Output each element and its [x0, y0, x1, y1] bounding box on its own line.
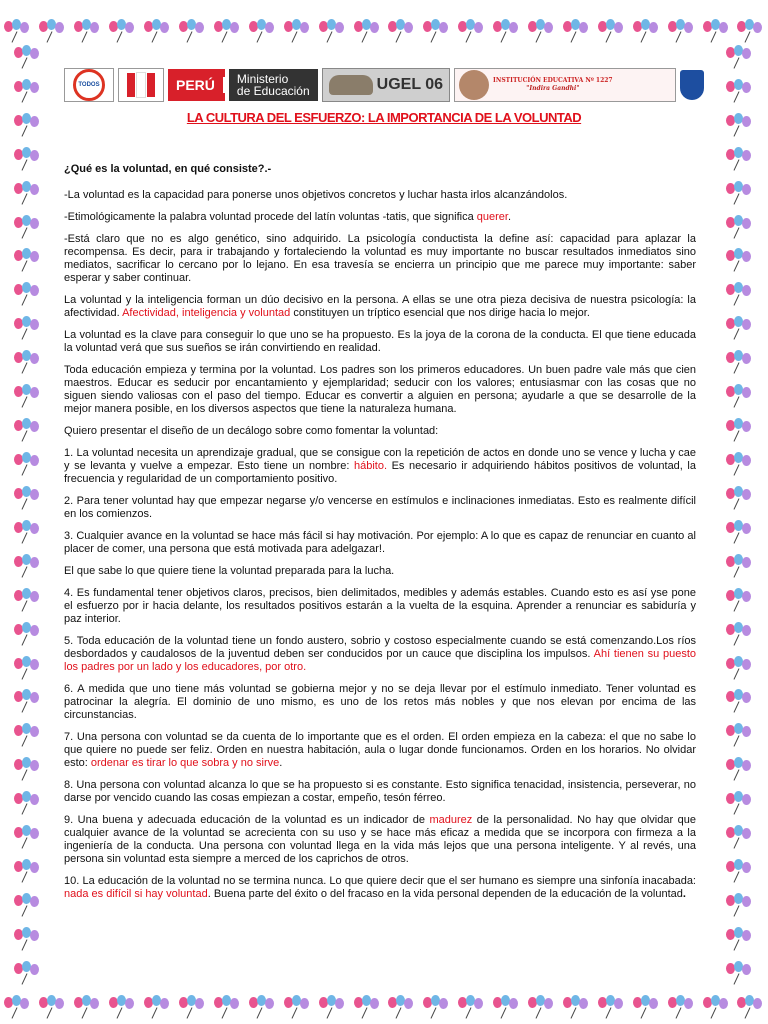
text: 7. Una persona con voluntad se da cuenta de lo importante que es el orden. El orden empieza en la cabeza: el que no sabe lo que quiere no puede ser feliz. Orden en nuestra habitación, aula o lugar donde funcionamos. Orden en los horarios. No olvidar esto: — [64, 731, 696, 769]
balloon-icon — [724, 554, 754, 578]
text: La voluntad y la inteligencia forman un dúo decisivo en la persona. A ellas se une otra pieza decisiva de nuestra psicología: la afectividad. — [64, 294, 696, 319]
balloon-icon — [142, 995, 172, 1019]
balloon-icon — [12, 282, 42, 306]
paragraph: -La voluntad es la capacidad para ponerse unos objetivos concretos y luchar hasta irlos alcanzándolos. — [64, 189, 568, 201]
todos-logo-icon — [64, 68, 114, 102]
balloon-icon — [12, 215, 42, 239]
balloon-icon — [12, 79, 42, 103]
balloon-icon — [12, 588, 42, 612]
paragraph: 4. Es fundamental tener objetivos claros, precisos, bien delimitados, medibles y además estables. Cuando esto es así yse pone el esfuerzo por ir hacia delante, los resultados positivos estarán a la vuelta de la esquina. Aprender a renunciar es sabiduría y paz interior. — [64, 587, 696, 625]
peru-label: PERÚ — [168, 77, 225, 93]
balloon-icon — [2, 995, 32, 1019]
document-title: LA CULTURA DEL ESFUERZO: LA IMPORTANCIA DE LA VOLUNTAD — [186, 110, 582, 125]
text: . — [682, 888, 686, 900]
balloon-icon — [701, 995, 731, 1019]
highlight-text: Ahí tienen su puesto los padres por un lado y los educadores, por otro. — [64, 648, 696, 673]
balloon-icon — [666, 19, 696, 43]
balloon-icon — [352, 19, 382, 43]
text: 1. La voluntad necesita un aprendizaje gradual, que se consigue con la repetición de actos en donde uno se vence y lucha y cae y se levanta y vuelve a empezar. Esto tiene un nombre: — [64, 447, 696, 472]
balloon-border-bottom — [0, 990, 768, 1024]
paragraph — [64, 731, 696, 770]
balloon-icon — [247, 19, 277, 43]
peru-shield-icon — [118, 68, 164, 102]
text: . Buena parte del éxito o del fracaso en la vida personal dependen de la educación de la voluntad — [207, 888, 683, 900]
balloon-icon — [72, 995, 102, 1019]
balloon-icon — [724, 656, 754, 680]
balloon-icon — [317, 19, 347, 43]
balloon-icon — [724, 757, 754, 781]
balloon-icon — [724, 486, 754, 510]
ugel-logo — [322, 68, 450, 102]
balloon-icon — [724, 520, 754, 544]
balloon-icon — [37, 995, 67, 1019]
balloon-icon — [12, 927, 42, 951]
ugel-label: UGEL 06 — [376, 76, 444, 93]
balloon-icon — [12, 350, 42, 374]
paragraph: El que sabe lo que quiere tiene la voluntad preparada para la lucha. — [64, 565, 395, 577]
balloon-icon — [317, 995, 347, 1019]
balloon-icon — [107, 995, 137, 1019]
paragraph — [64, 294, 696, 320]
balloon-icon — [12, 859, 42, 883]
balloon-icon — [724, 418, 754, 442]
text: 10. La educación de la voluntad no se termina nunca. Lo que quiere decir que el ser humano es siempre una sinfonía inacabada: — [64, 875, 696, 887]
paragraph: -Está claro que no es algo genético, sino adquirido. La psicología conductista la define así: capacidad para aplazar la recompensa. Es decir, para ir trabajando y fortaleciendo la voluntad es muy importante no buscar resultados inmediatos sino mediatos, sacrificar lo cercano por lo lejano. En esa travesía se encierra un principio que me parece muy importante: saber esperar y saber continuar. — [64, 233, 696, 284]
balloon-icon — [724, 113, 754, 137]
balloon-icon — [724, 248, 754, 272]
institution-name: "Indira Gandhi" — [526, 85, 580, 92]
balloon-icon — [142, 19, 172, 43]
balloon-icon — [12, 656, 42, 680]
balloon-icon — [724, 79, 754, 103]
balloon-icon — [282, 19, 312, 43]
balloon-icon — [724, 622, 754, 646]
balloon-icon — [561, 995, 591, 1019]
balloon-icon — [724, 588, 754, 612]
balloon-icon — [12, 113, 42, 137]
ministerio-line2: de Educación — [236, 84, 310, 98]
balloon-icon — [724, 689, 754, 713]
highlight-text: nada es difícil si hay voluntad — [64, 888, 208, 900]
portrait-icon — [459, 70, 489, 100]
balloon-icon — [12, 791, 42, 815]
balloon-icon — [724, 893, 754, 917]
balloon-icon — [724, 384, 754, 408]
text: . — [279, 757, 283, 769]
balloon-icon — [724, 350, 754, 374]
balloon-icon — [724, 215, 754, 239]
balloon-icon — [12, 893, 42, 917]
balloon-icon — [491, 995, 521, 1019]
balloon-icon — [724, 181, 754, 205]
balloon-icon — [72, 19, 102, 43]
ministerio-label — [229, 69, 318, 101]
balloon-icon — [421, 19, 451, 43]
ministerio-line1: Ministerio — [236, 72, 289, 86]
highlight-text: querer — [476, 211, 508, 223]
balloon-icon — [247, 995, 277, 1019]
paragraph — [64, 814, 696, 866]
balloon-icon — [12, 248, 42, 272]
paragraph: Quiero presentar el diseño de un decálogo sobre como fomentar la voluntad: — [64, 425, 439, 437]
balloon-icon — [12, 520, 42, 544]
balloon-icon — [12, 452, 42, 476]
paragraph — [64, 447, 696, 486]
text: . — [507, 211, 512, 223]
minedu-logo — [168, 69, 225, 101]
institution-logo — [454, 68, 676, 102]
balloon-icon — [12, 622, 42, 646]
balloon-icon — [456, 995, 486, 1019]
balloon-icon — [212, 995, 242, 1019]
balloon-icon — [724, 45, 754, 69]
balloon-icon — [421, 995, 451, 1019]
highlight-text: ordenar es tirar lo que sobra y no sirve — [90, 757, 280, 769]
balloon-icon — [724, 452, 754, 476]
balloon-border-right — [722, 40, 756, 990]
balloon-icon — [12, 418, 42, 442]
balloon-icon — [386, 19, 416, 43]
balloon-icon — [12, 757, 42, 781]
balloon-icon — [107, 19, 137, 43]
text: 5. Toda educación de la voluntad tiene un fondo austero, sobrio y costoso especialmente cuando se está comenzando.Los ríos desbordados y caudalosos de la juventud deben ser conducidos por un cauce que disciplina los impulsos. — [64, 635, 696, 660]
logo-banner — [64, 68, 704, 102]
balloon-icon — [352, 995, 382, 1019]
document-body — [64, 163, 696, 910]
paragraph: 2. Para tener voluntad hay que empezar negarse y/o vencerse en estímulos e inclinaciones inmediatas. Esto es realmente difícil en los comienzos. — [64, 495, 696, 520]
paragraph: 8. Una persona con voluntad alcanza lo que se ha propuesto si es constante. Esto significa tenacidad, insistencia, perseverar, no darse por vencido cuando las cosas empiezan a costar, empeño, tesón férreo. — [64, 779, 696, 804]
paragraph — [64, 875, 696, 901]
balloon-border-top — [0, 14, 768, 48]
paragraph — [64, 211, 696, 224]
paragraph: La voluntad es la clave para conseguir lo que uno se ha propuesto. Es la joya de la corona de la conducta. El que tiene educada la voluntad verá que sus sueños se irán convirtiendo en realidad. — [64, 329, 696, 354]
balloon-icon — [12, 961, 42, 985]
balloon-icon — [735, 995, 765, 1019]
balloon-icon — [724, 927, 754, 951]
balloon-icon — [491, 19, 521, 43]
todos-logo-text: TODOS — [78, 82, 100, 88]
text: 9. Una buena y adecuada educación de la voluntad es un indicador de — [64, 814, 430, 826]
balloon-icon — [12, 554, 42, 578]
text: constituyen un tríptico esencial que nos dirige hacia lo mejor. — [290, 307, 590, 319]
balloon-icon — [724, 316, 754, 340]
balloon-icon — [282, 995, 312, 1019]
balloon-icon — [12, 689, 42, 713]
paragraph: 3. Cualquier avance en la voluntad se hace más fácil si hay motivación. Por ejemplo: A lo que es capaz de renunciar en cuanto al placer de comer, una persona que está motivada para adelgazar!. — [64, 530, 696, 555]
highlight-text: madurez — [429, 814, 473, 826]
balloon-icon — [666, 995, 696, 1019]
balloon-icon — [12, 316, 42, 340]
balloon-icon — [724, 791, 754, 815]
balloon-icon — [526, 19, 556, 43]
balloon-icon — [596, 19, 626, 43]
balloon-icon — [724, 723, 754, 747]
balloon-icon — [631, 995, 661, 1019]
balloon-icon — [177, 19, 207, 43]
balloon-icon — [12, 181, 42, 205]
balloon-border-left — [10, 40, 44, 990]
balloon-icon — [386, 995, 416, 1019]
balloon-icon — [12, 486, 42, 510]
section-question: ¿Qué es la voluntad, en qué consiste?.- — [64, 163, 272, 175]
balloon-icon — [12, 384, 42, 408]
balloon-icon — [724, 147, 754, 171]
highlight-text: hábito. — [353, 460, 388, 472]
highlight-text: Afectividad, inteligencia y voluntad — [122, 307, 291, 319]
institution-label: INSTITUCIÓN EDUCATIVA Nº 1227 — [493, 77, 613, 84]
text: -Etimológicamente la palabra voluntad procede del latín voluntas -tatis, que significa — [64, 211, 477, 223]
balloon-icon — [526, 995, 556, 1019]
balloon-icon — [724, 825, 754, 849]
balloon-icon — [596, 995, 626, 1019]
balloon-icon — [456, 19, 486, 43]
balloon-icon — [12, 45, 42, 69]
text: Es necesario ir adquiriendo hábitos positivos de voluntad, la frecuencia y regularidad de un comportamiento positivo. — [64, 460, 696, 485]
balloon-icon — [212, 19, 242, 43]
school-crest-icon — [680, 70, 704, 100]
paragraph: 6. A medida que uno tiene más voluntad se gobierna mejor y no se deja llevar por el estímulo inmediato. Tener voluntad es patrocinar la alegría. El dominio de uno mismo, es uno de los retos más nobles y que nos elevan por encima de las circunstancias. — [64, 683, 696, 721]
balloon-icon — [724, 859, 754, 883]
paragraph — [64, 635, 696, 674]
balloon-icon — [724, 282, 754, 306]
balloon-icon — [724, 961, 754, 985]
balloon-icon — [12, 825, 42, 849]
balloon-icon — [12, 147, 42, 171]
hands-icon — [329, 75, 373, 95]
balloon-icon — [12, 723, 42, 747]
text: de la personalidad. No hay que olvidar que cualquier avance de la voluntad se acrecienta con su uso y se hace más eficaz a medida que se incorpora con firmeza a la ingeniería de la conducta. Una persona con voluntad llega en la vida más lejos que una persona inteligente. Y al revés, una persona sin voluntad esta siempre a merced de los caprichos de otros. — [64, 814, 697, 865]
balloon-icon — [561, 19, 591, 43]
balloon-icon — [177, 995, 207, 1019]
paragraph: Toda educación empieza y termina por la voluntad. Los padres son los primeros educadores. Un buen padre vale más que cien maestros. Educar es seducir por encantamiento y ejemplaridad; seducir con los valores; entusiasmar con las cosas que no siguen siendo valiosas con el paso del tiempo. Educar es convertir a alguien en persona; ayudarle a que se desarrolle de la mejor manera posible, en los diversos aspectos que tiene la naturaleza humana. — [64, 364, 696, 415]
balloon-icon — [631, 19, 661, 43]
